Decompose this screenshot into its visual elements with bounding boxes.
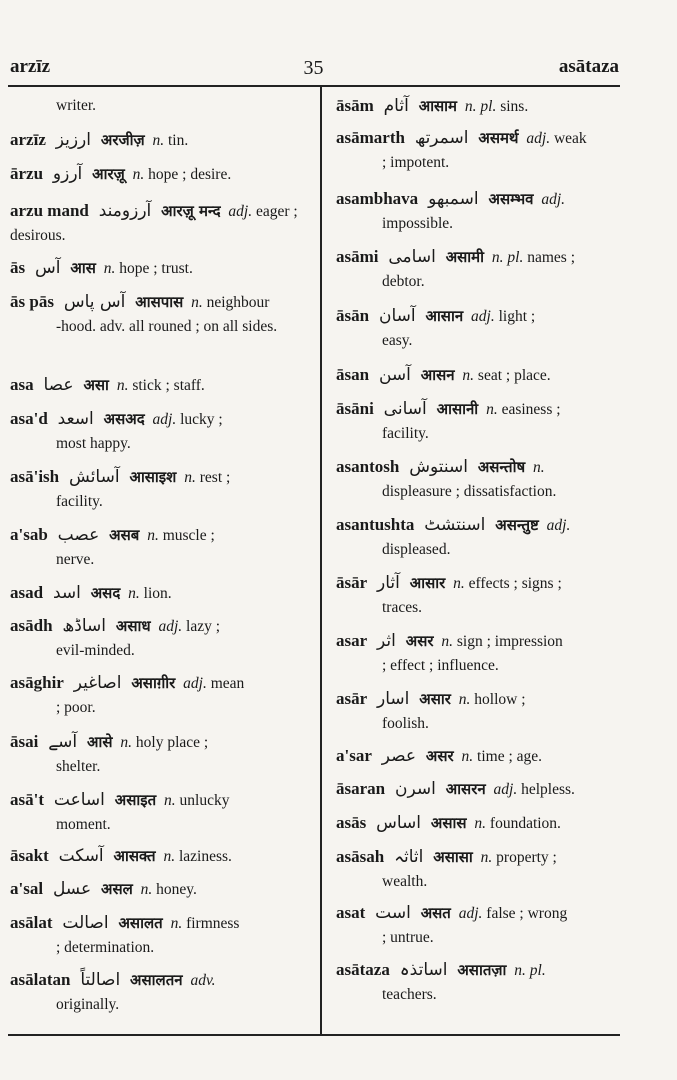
definition: mean	[210, 675, 245, 692]
dictionary-entry	[336, 126, 621, 175]
urdu-term: آس پاس	[63, 292, 126, 312]
part-of-speech: n.	[132, 166, 145, 183]
part-of-speech: n.	[152, 132, 165, 149]
hindi-term: असातज़ा	[457, 961, 507, 979]
dictionary-entry	[10, 407, 300, 456]
headword: āsām	[336, 96, 374, 115]
definition: lazy ;	[186, 618, 221, 635]
definition-continuation: evil-minded.	[56, 642, 135, 659]
part-of-speech: adj.	[458, 905, 483, 922]
part-of-speech: n.	[147, 527, 159, 544]
headword: āsāni	[336, 399, 374, 418]
dictionary-entry	[336, 629, 621, 678]
hindi-term: आसे	[87, 733, 113, 751]
definition-continuation: impossible.	[382, 215, 454, 232]
definition-continuation: wealth.	[382, 873, 428, 890]
urdu-term: ارزیز	[55, 130, 91, 150]
hindi-term: आसपास	[135, 293, 184, 311]
hindi-term: असमर्थ	[478, 129, 519, 147]
definition-continuation: ; determination.	[56, 939, 155, 956]
headword: asar	[336, 631, 368, 650]
definition: eager ; desirous.	[10, 203, 298, 244]
hindi-term: असब	[109, 526, 140, 544]
definition: lion.	[143, 585, 172, 602]
definition: effects ; signs ;	[468, 575, 562, 592]
definition: muscle ;	[162, 527, 215, 544]
urdu-term: اساتذہ	[399, 960, 448, 980]
urdu-term: عصر	[381, 746, 417, 766]
definition-continuation: easy.	[382, 332, 413, 349]
definition-continuation: nerve.	[56, 551, 95, 568]
headword: āsai	[10, 732, 39, 751]
headword: asantushta	[336, 515, 415, 534]
headword: āsakt	[10, 846, 49, 865]
running-head-right: asātaza	[558, 56, 619, 77]
dictionary-entry	[336, 571, 621, 620]
definition: sins.	[500, 98, 529, 115]
part-of-speech: n.	[103, 260, 116, 277]
headword: ārzu	[10, 164, 44, 183]
urdu-term: اسمبھو	[428, 189, 479, 209]
urdu-term: عصا	[43, 375, 74, 395]
dictionary-entry	[10, 581, 300, 606]
headword: asālatan	[10, 970, 71, 989]
urdu-term: اثر	[377, 631, 396, 651]
definition: foundation.	[489, 815, 561, 832]
definition: hollow ;	[474, 691, 526, 708]
definition-continuation: foolish.	[382, 715, 429, 732]
dictionary-entry	[10, 730, 300, 779]
urdu-term: اسمرتھ	[414, 128, 469, 148]
headword: asāsah	[336, 847, 385, 866]
hindi-term: असद	[90, 584, 121, 602]
definition-continuation: displeasure ; dissatisfaction.	[382, 483, 557, 500]
headword: asantosh	[336, 457, 400, 476]
part-of-speech: n.	[120, 734, 133, 751]
part-of-speech: n.	[116, 377, 129, 394]
headword: ās	[10, 258, 26, 277]
part-of-speech: n.	[474, 815, 487, 832]
headword: asad	[10, 583, 44, 602]
definition: false ; wrong	[486, 905, 568, 922]
definition-continuation: ; poor.	[56, 699, 96, 716]
part-of-speech: adj.	[158, 618, 183, 635]
urdu-term: آس	[35, 258, 61, 278]
urdu-term: اسامی	[388, 247, 436, 267]
definition: hope ; trust.	[119, 260, 193, 277]
hindi-term: आसरन	[445, 780, 486, 798]
definition: easiness ;	[501, 401, 561, 418]
dictionary-entry	[10, 844, 300, 869]
part-of-speech: n.	[163, 848, 176, 865]
hindi-term: असाध	[115, 617, 151, 635]
hindi-term: आरज़ू	[92, 165, 125, 183]
definition-continuation: ; untrue.	[382, 929, 434, 946]
dictionary-entry	[336, 397, 621, 446]
dictionary-entry	[10, 94, 300, 118]
urdu-term: آسکت	[58, 846, 104, 866]
part-of-speech: adj.	[471, 308, 495, 325]
headword: asās	[336, 813, 367, 832]
definition: unlucky	[179, 792, 230, 809]
dictionary-entry	[336, 777, 621, 802]
hindi-term: आसन	[420, 366, 455, 384]
hindi-term: असाग़ीर	[131, 674, 176, 692]
part-of-speech: adj.	[526, 130, 551, 147]
definition-continuation: ; impotent.	[382, 154, 450, 171]
hindi-term: असास	[430, 814, 467, 832]
page-number: 35	[303, 57, 324, 79]
definition-continuation: originally.	[56, 996, 120, 1013]
urdu-term: اسد	[52, 583, 81, 603]
definition-continuation: traces.	[382, 599, 423, 616]
definition: property ;	[496, 849, 557, 866]
urdu-term: عصب	[57, 525, 100, 545]
part-of-speech: n.	[461, 748, 474, 765]
part-of-speech: n.	[441, 633, 454, 650]
definition: honey.	[156, 881, 197, 898]
headword: arzu mand	[10, 201, 89, 220]
definition: names ;	[527, 249, 575, 266]
hindi-term: आसार	[409, 574, 446, 592]
dictionary-entry	[336, 811, 621, 836]
definition: weak	[553, 130, 587, 147]
part-of-speech: n.	[191, 294, 203, 311]
dictionary-entry	[10, 523, 300, 572]
definition-continuation: shelter.	[56, 758, 101, 775]
urdu-term: عسل	[52, 879, 92, 899]
headword: asār	[336, 689, 368, 708]
definition: neighbour	[206, 294, 270, 311]
definition-continuation: teachers.	[382, 986, 437, 1003]
hindi-term: असर	[425, 747, 454, 765]
dictionary-entry	[336, 363, 621, 388]
headword: asa'd	[10, 409, 48, 428]
part-of-speech: n. pl.	[464, 98, 497, 115]
part-of-speech: n.	[533, 459, 545, 476]
definition-continuation: most happy.	[56, 435, 131, 452]
urdu-term: اصاغیر	[73, 673, 122, 693]
part-of-speech: adj.	[546, 517, 571, 534]
hindi-term: असत	[420, 904, 451, 922]
urdu-term: اصالتاً	[80, 970, 121, 990]
part-of-speech: n.	[458, 691, 471, 708]
headword: asā't	[10, 790, 44, 809]
urdu-term: اصالت	[62, 913, 109, 933]
headword: asātaza	[336, 960, 390, 979]
dictionary-entry	[10, 911, 300, 960]
definition-continuation: debtor.	[382, 273, 425, 290]
dictionary-entry	[10, 290, 300, 339]
dictionary-entry	[336, 958, 621, 1007]
hindi-term: आरज़ू मन्द	[161, 202, 221, 220]
dictionary-entry	[336, 845, 621, 894]
hindi-term: असम्भव	[488, 190, 534, 208]
urdu-term: اسنتوش	[409, 457, 468, 477]
dictionary-entry	[336, 687, 621, 736]
definition: stick ; staff.	[132, 377, 205, 394]
part-of-speech: n. pl.	[491, 249, 524, 266]
dictionary-entry	[10, 614, 300, 663]
headword: a'sab	[10, 525, 48, 544]
hindi-term: असालतन	[130, 971, 183, 989]
headword: asādh	[10, 616, 53, 635]
part-of-speech: n.	[140, 881, 153, 898]
part-of-speech: adj.	[183, 675, 207, 692]
urdu-term: اساعت	[53, 790, 105, 810]
dictionary-entry	[10, 788, 300, 837]
headword: a'sal	[10, 879, 44, 898]
headword: asāmarth	[336, 128, 405, 147]
hindi-term: असन्तोष	[477, 458, 526, 476]
part-of-speech: n.	[184, 469, 196, 486]
hindi-term: असअद	[103, 410, 145, 428]
headword: asāmi	[336, 247, 379, 266]
hindi-term: असर	[405, 632, 434, 650]
headword: asambhava	[336, 189, 419, 208]
part-of-speech: n. pl.	[514, 962, 546, 979]
urdu-term: اثاثہ	[394, 847, 424, 867]
dictionary-entry	[10, 373, 300, 398]
urdu-term: است	[375, 903, 411, 923]
hindi-term: आसाम	[418, 97, 458, 115]
headword: āsan	[336, 365, 370, 384]
definition: seat ; place.	[477, 367, 551, 384]
headword: asa	[10, 375, 34, 394]
urdu-term: اساڈھ	[62, 616, 106, 636]
bottom-rule	[8, 1034, 620, 1036]
definition: hope ; desire.	[148, 166, 232, 183]
definition-continuation: -hood. adv. all rouned ; on all sides.	[56, 318, 278, 335]
headword: āsān	[336, 306, 370, 325]
hindi-term: असासा	[433, 848, 473, 866]
headword: ās pās	[10, 292, 54, 311]
part-of-speech: adv.	[190, 972, 216, 989]
dictionary-entry	[336, 94, 621, 119]
dictionary-entry	[10, 968, 300, 1017]
part-of-speech: n.	[128, 585, 140, 602]
definition: helpless.	[521, 781, 575, 798]
definition: lucky ;	[180, 411, 223, 428]
urdu-term: آثام	[383, 96, 409, 116]
definition-continuation: moment.	[56, 816, 111, 833]
hindi-term: आसानी	[436, 400, 479, 418]
urdu-term: آرزو	[52, 164, 83, 184]
dictionary-entry	[10, 877, 300, 902]
definition: firmness	[186, 915, 240, 932]
headword: asā'ish	[10, 467, 60, 486]
definition-continuation: displeased.	[382, 541, 451, 558]
urdu-term: آسائش	[69, 467, 120, 487]
headword: asāghir	[10, 673, 64, 692]
dictionary-entry	[336, 513, 621, 562]
dictionary-entry	[336, 455, 621, 504]
hindi-term: असा	[83, 376, 109, 394]
continued-definition: writer.	[56, 97, 97, 114]
urdu-term: اسنتشٹ	[424, 515, 486, 535]
urdu-term: اسرن	[395, 779, 436, 799]
dictionary-entry	[10, 465, 300, 514]
urdu-term: اسعد	[57, 409, 94, 429]
urdu-term: اسار	[377, 689, 410, 709]
part-of-speech: n.	[453, 575, 465, 592]
urdu-term: آسے	[48, 732, 78, 752]
hindi-term: असल	[101, 880, 133, 898]
part-of-speech: n.	[170, 915, 183, 932]
hindi-term: असामी	[445, 248, 485, 266]
headword: a'sar	[336, 746, 372, 765]
running-head-left: arzīz	[10, 56, 51, 77]
urdu-term: آسانی	[383, 399, 427, 419]
part-of-speech: n.	[462, 367, 475, 384]
headword: arzīz	[10, 130, 46, 149]
headword: asat	[336, 903, 366, 922]
dictionary-entry	[10, 256, 300, 281]
dictionary-entry	[10, 162, 300, 187]
definition: sign ; impression	[456, 633, 563, 650]
definition: time ; age.	[477, 748, 543, 765]
dictionary-entry	[336, 744, 621, 769]
dictionary-entry	[336, 245, 621, 294]
definition: light ;	[498, 308, 536, 325]
part-of-speech: adj.	[152, 411, 177, 428]
dictionary-entry	[336, 187, 621, 236]
definition-continuation: facility.	[382, 425, 429, 442]
part-of-speech: n.	[486, 401, 498, 418]
part-of-speech: adj.	[541, 191, 566, 208]
dictionary-entry	[10, 199, 300, 248]
definition: tin.	[168, 132, 189, 149]
top-rule	[8, 85, 620, 87]
urdu-term: آسان	[378, 306, 416, 326]
headword: āsaran	[336, 779, 386, 798]
part-of-speech: adj.	[228, 203, 253, 220]
definition-continuation: facility.	[56, 493, 103, 510]
hindi-term: असन्तुष्ट	[495, 516, 539, 534]
part-of-speech: n.	[164, 792, 176, 809]
hindi-term: असालत	[118, 914, 163, 932]
hindi-term: असाइत	[114, 791, 157, 809]
definition: rest ;	[199, 469, 231, 486]
hindi-term: आसान	[425, 307, 464, 325]
hindi-term: आसाइश	[129, 468, 177, 486]
hindi-term: अरजीज़	[100, 131, 145, 149]
definition-continuation: ; effect ; influence.	[382, 657, 499, 674]
part-of-speech: n.	[480, 849, 493, 866]
dictionary-entry	[336, 901, 621, 950]
hindi-term: आसक्त	[113, 847, 156, 865]
column-divider	[320, 87, 322, 1034]
headword: āsār	[336, 573, 368, 592]
urdu-term: آرزومند	[98, 201, 152, 221]
part-of-speech: adj.	[493, 781, 518, 798]
headword: asālat	[10, 913, 53, 932]
hindi-term: आस	[70, 259, 96, 277]
urdu-term: آسن	[378, 365, 411, 385]
dictionary-entry	[336, 304, 621, 353]
hindi-term: असार	[419, 690, 451, 708]
definition: holy place ;	[135, 734, 209, 751]
dictionary-entry	[10, 671, 300, 720]
definition: laziness.	[178, 848, 232, 865]
dictionary-entry	[10, 128, 300, 153]
urdu-term: اساس	[376, 813, 422, 833]
urdu-term: آثار	[377, 573, 400, 593]
